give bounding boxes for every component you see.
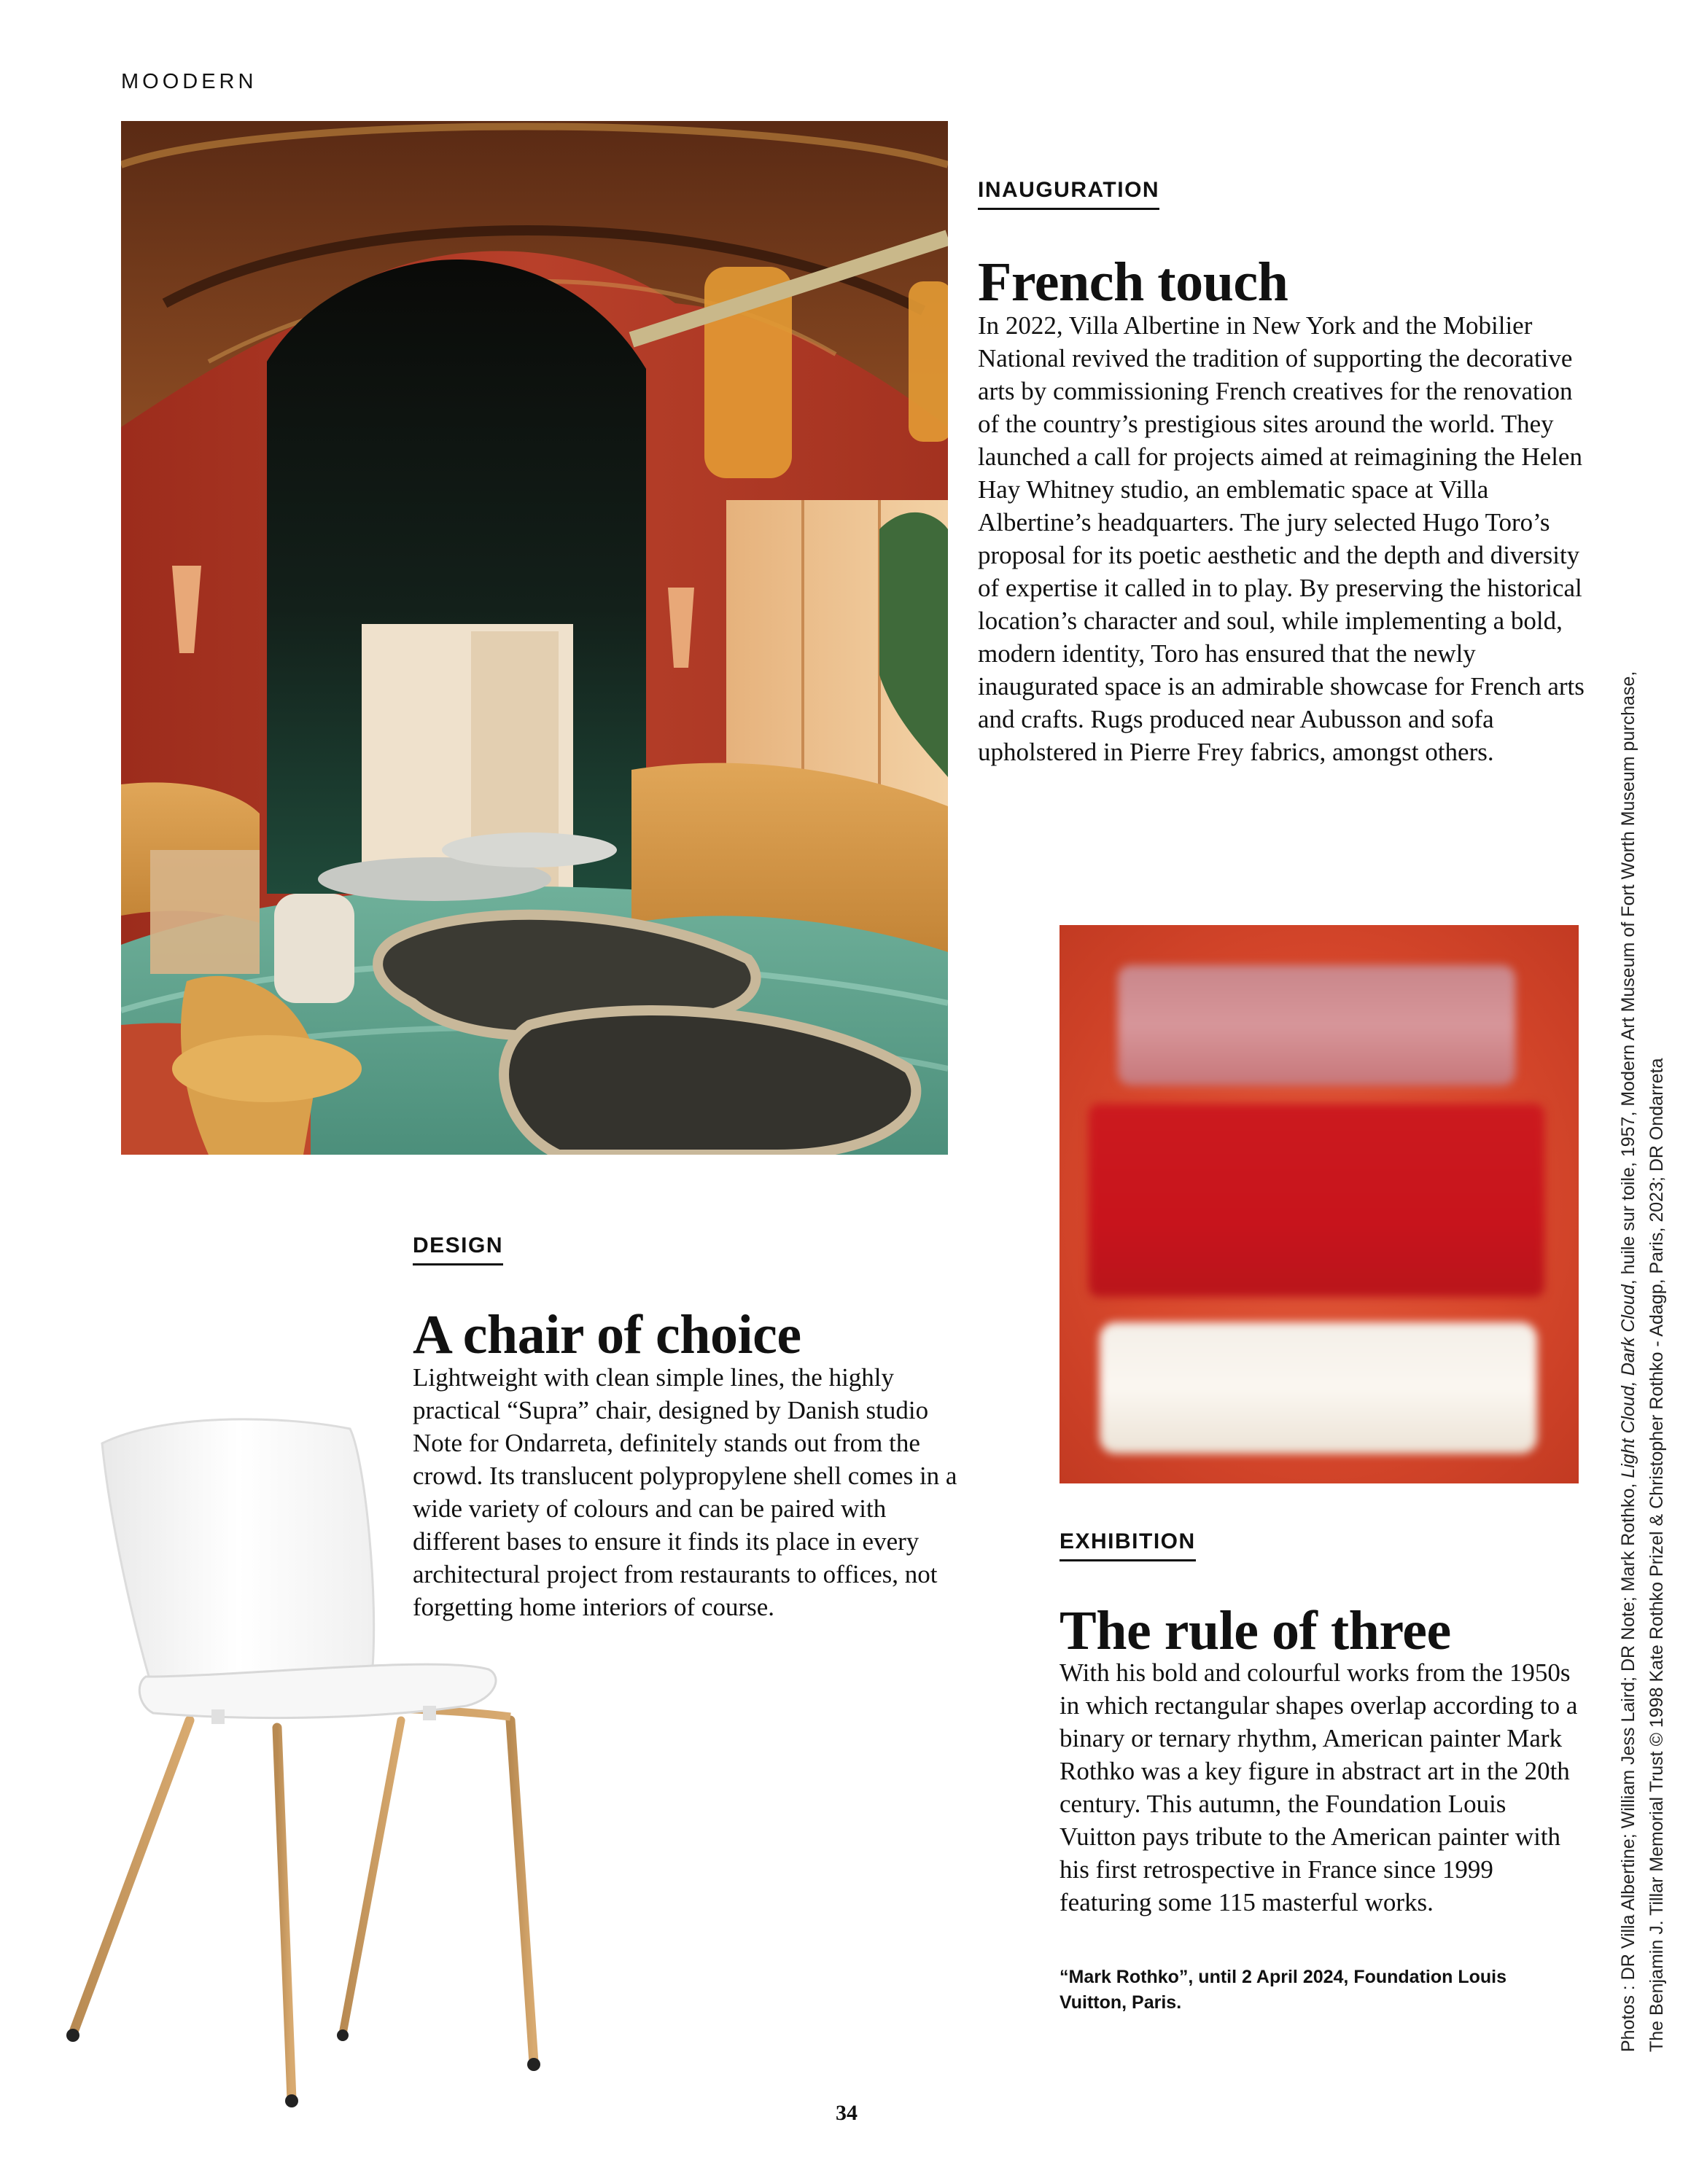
photo-credits <box>1614 671 1671 2052</box>
painting-band-pink <box>1118 965 1515 1085</box>
chair-illustration <box>58 1414 554 2114</box>
body-design: Lightweight with clean simple lines, the highly practical “Supra” chair, designed by Danish studio Note for Ondarreta, definitely stands out from the crowd. Its translucent polypropylene shell comes in a wide variety of colours and can be paired with different bases to ensure it finds its place in every architectural project from restaurants to offices, not forgetting home interiors of course. <box>413 1363 957 1621</box>
kicker-inauguration: INAUGURATION <box>978 178 1159 210</box>
painting-band-red <box>1089 1104 1544 1297</box>
body-inauguration: In 2022, Villa Albertine in New York and the Mobilier National revived the tradition of supporting the decorative arts by commissioning French creatives for the renovation of the country’s prestigious sites around the world. They launched a call for projects aimed at reimagining the Helen Hay Whitney studio, an emblematic space at Villa Albertine’s headquarters. The jury selected Hugo Toro’s proposal for its poetic aesthetic and the depth and diversity of expertise it called in to play. By preserving the historical location’s character and soul, while implementing a bold, modern identity, Toro has ensured that the newly inaugurated space is an admirable showcase for French arts and crafts. Rugs produced near Aubusson and sofa upholstered in Pierre Frey fabrics, amongst others. <box>978 311 1585 766</box>
body-exhibition: With his bold and colourful works from the 1950s in which rectangular shapes overlap according to a binary or ternary rhythm, American painter Mark Rothko was a key figure in abstract art in the 20th century. This autumn, the Foundation Louis Vuitton pays tribute to the American painter with his first retrospective in France since 1999 featuring some 115 masterful works. <box>1060 1658 1578 1916</box>
kicker-exhibition: EXHIBITION <box>1060 1529 1196 1561</box>
supra-chair-image <box>58 1414 554 2114</box>
interior-illustration <box>121 121 948 1155</box>
kicker-design: DESIGN <box>413 1233 503 1265</box>
credits-line-2: The Benjamin J. Tillar Memorial Trust © 1998 Kate Rothko Prizel & Christopher Rothko - Adagp, Paris, 2023; DR Ondarreta <box>1646 1058 1667 2052</box>
headline-chair-of-choice: A chair of choice <box>413 1304 801 1365</box>
credits-line-1: Photos : DR Villa Albertine; William Jess Laird; DR Note; Mark Rothko, Light Cloud, Dark Cloud, huile sur toile, 1957, Modern Art Museum of Fort Worth Museum purchase, <box>1618 671 1638 2052</box>
interior-photo <box>121 121 948 1155</box>
running-head: MOODERN <box>121 70 257 93</box>
painting-band-white <box>1100 1322 1537 1454</box>
page-number: 34 <box>836 2101 858 2125</box>
headline-rule-of-three: The rule of three <box>1060 1600 1451 1661</box>
exhibition-caption: “Mark Rothko”, until 2 April 2024, Foundation Louis Vuitton, Paris. <box>1060 1967 1507 2013</box>
rothko-painting <box>1060 925 1579 1483</box>
headline-french-touch: French touch <box>978 251 1288 313</box>
